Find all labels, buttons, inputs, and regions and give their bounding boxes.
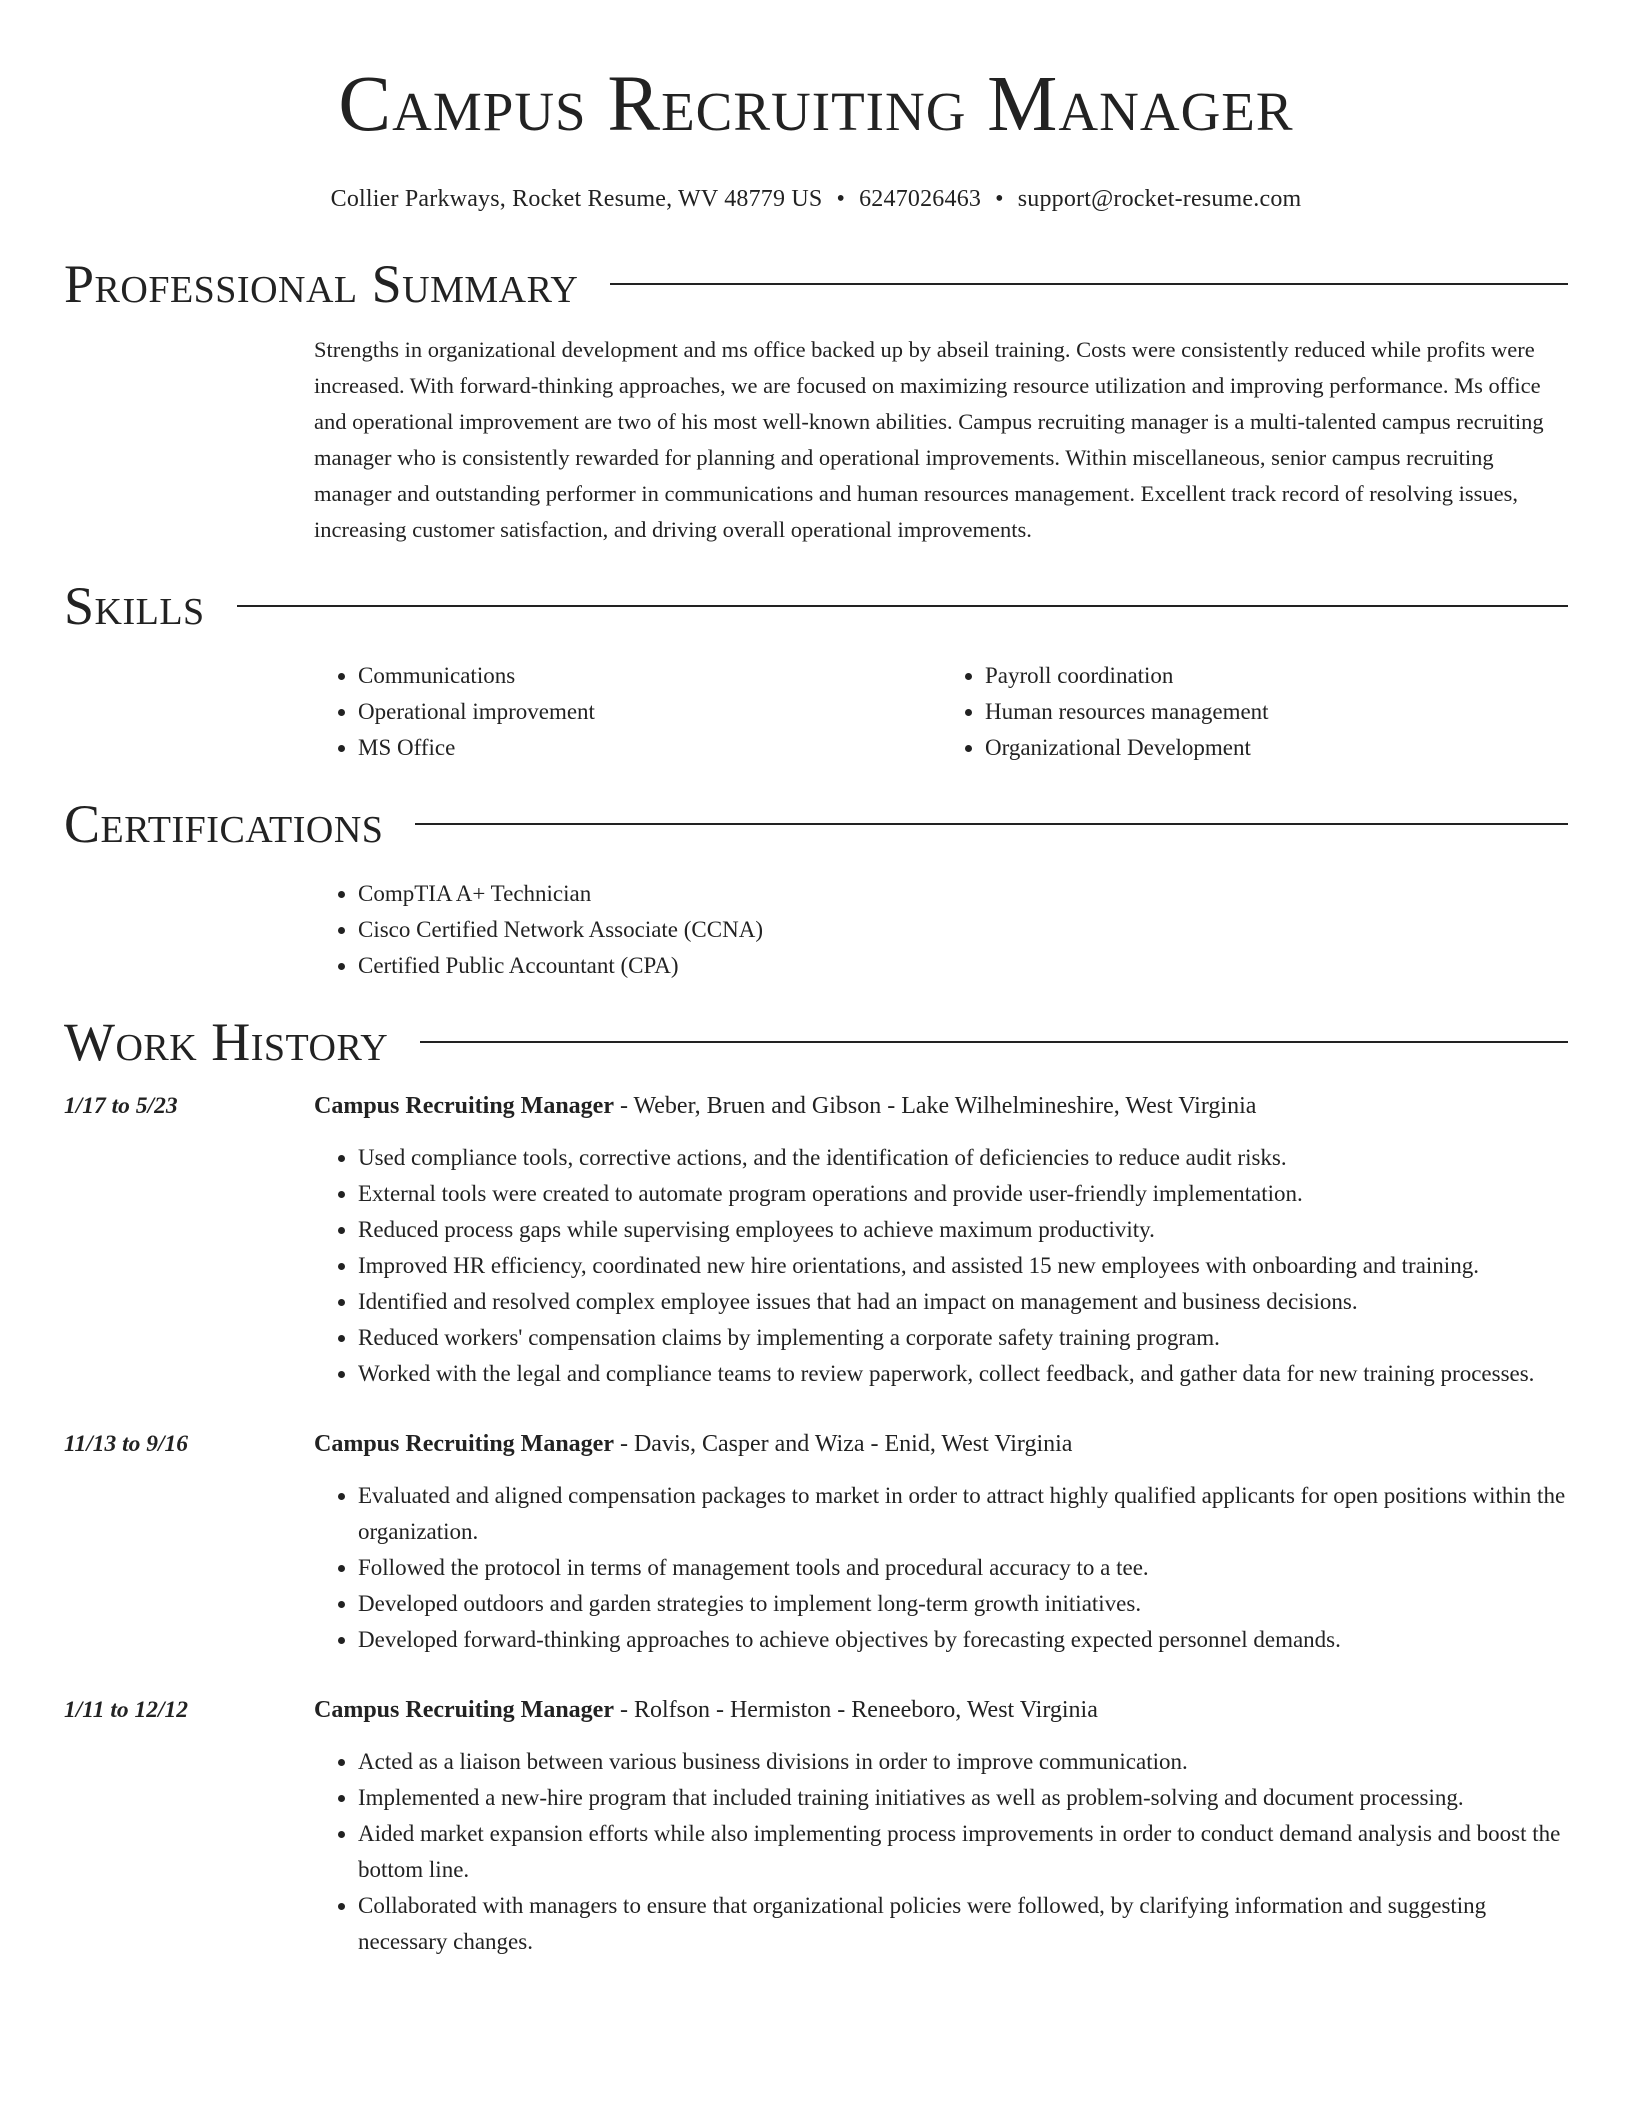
skills-section-title: Skills [64, 576, 205, 636]
skill-item: • Operational improvement [358, 694, 941, 730]
section-divider [420, 1041, 1568, 1043]
contact-separator: • [836, 186, 846, 212]
section-divider [415, 823, 1568, 825]
job-bullet: • Used compliance tools, corrective actions, and the identification of deficiencies to reduce audit risks. [358, 1140, 1568, 1176]
skill-item: • MS Office [358, 730, 941, 766]
job-bullets [314, 1140, 1568, 1392]
job-details [314, 1692, 1568, 1960]
contact-address: Collier Parkways, Rocket Resume, WV 48779 US [330, 186, 823, 212]
job-bullet: • Implemented a new-hire program that included training initiatives as well as problem-solving and document processing. [358, 1780, 1568, 1816]
job-employer: - Weber, Bruen and Gibson - Lake Wilhelmineshire, West Virginia [619, 1093, 1257, 1119]
job-bullet: • Aided market expansion efforts while also implementing process improvements in order to conduct demand analysis and boost the bottom line. [358, 1816, 1568, 1888]
certification-item: • Certified Public Accountant (CPA) [358, 948, 1568, 984]
job-dates: 1/11 to 12/12 [64, 1697, 189, 1723]
candidate-name: Campus Recruiting Manager [338, 61, 1294, 148]
skill-item: • Communications [358, 658, 941, 694]
job-bullet: • Reduced process gaps while supervising employees to achieve maximum productivity. [358, 1212, 1568, 1248]
job-bullet: • Evaluated and aligned compensation packages to market in order to attract highly qualified applicants for open positions within the organization. [358, 1478, 1568, 1550]
job-entry [64, 1426, 1568, 1658]
section-divider [237, 605, 1568, 607]
summary-section-header [64, 254, 1568, 314]
job-entry [64, 1088, 1568, 1392]
job-employer: - Rolfson - Hermiston - Reneeboro, West Virginia [619, 1697, 1098, 1723]
job-dates: 11/13 to 9/16 [64, 1431, 189, 1457]
job-title: Campus Recruiting Manager [314, 1431, 614, 1457]
skill-item: • Human resources management [985, 694, 1568, 730]
certifications-bullets [314, 876, 1568, 984]
job-bullet: • Reduced workers' compensation claims by implementing a corporate safety training program. [358, 1320, 1568, 1356]
contact-line [64, 184, 1568, 214]
work-history-section-header [64, 1012, 1568, 1072]
summary-text: Strengths in organizational development and ms office backed up by abseil training. Costs were consistently reduced while profits were increased. With forward-thinking approaches, we are focused on maximizing resource utilization and improving performance. Ms office and operational improvement are two of his most well-known abilities. Campus recruiting manager is a multi-talented campus recruiting manager who is consistently rewarded for planning and operational improvements. Within miscellaneous, senior campus recruiting manager and outstanding performer in communications and human resources management. Excellent track record of resolving issues, increasing customer satisfaction, and driving overall operational improvements. [314, 337, 1544, 542]
job-dates: 1/17 to 5/23 [64, 1093, 178, 1119]
contact-phone: 6247026463 [859, 186, 982, 212]
job-title: Campus Recruiting Manager [314, 1697, 614, 1723]
contact-email: support@rocket-resume.com [1017, 186, 1302, 212]
skills-column-left [314, 658, 941, 766]
job-bullet: • Worked with the legal and compliance teams to review paperwork, collect feedback, and gather data for new training processes. [358, 1356, 1568, 1392]
job-details [314, 1088, 1568, 1392]
skill-item: • Organizational Development [985, 730, 1568, 766]
certifications-list [314, 876, 1568, 984]
job-bullet: • Acted as a liaison between various business divisions in order to improve communication. [358, 1744, 1568, 1780]
certification-item: • CompTIA A+ Technician [358, 876, 1568, 912]
certifications-section-header [64, 794, 1568, 854]
job-heading [314, 1426, 1568, 1462]
job-bullet: • Collaborated with managers to ensure that organizational policies were followed, by clarifying information and suggesting necessary changes. [358, 1888, 1568, 1960]
skill-item: • Payroll coordination [985, 658, 1568, 694]
job-bullet: • External tools were created to automate program operations and provide user-friendly implementation. [358, 1176, 1568, 1212]
job-employer: - Davis, Casper and Wiza - Enid, West Virginia [619, 1431, 1073, 1457]
skills-column-right [941, 658, 1568, 766]
certifications-section-title: Certifications [64, 794, 384, 854]
job-bullet: • Developed outdoors and garden strategies to implement long-term growth initiatives. [358, 1586, 1568, 1622]
summary-section-title: Professional Summary [64, 254, 579, 314]
job-bullet: • Improved HR efficiency, coordinated new hire orientations, and assisted 15 new employees with onboarding and training. [358, 1248, 1568, 1284]
skills-list [314, 658, 1568, 766]
job-title: Campus Recruiting Manager [314, 1093, 614, 1119]
job-heading [314, 1088, 1568, 1124]
job-bullets [314, 1744, 1568, 1960]
job-entry [64, 1692, 1568, 1960]
job-heading [314, 1692, 1568, 1728]
work-history-section-title: Work History [64, 1012, 389, 1072]
job-bullet: • Followed the protocol in terms of management tools and procedural accuracy to a tee. [358, 1550, 1568, 1586]
certification-item: • Cisco Certified Network Associate (CCNA) [358, 912, 1568, 948]
job-bullet: • Identified and resolved complex employee issues that had an impact on management and business decisions. [358, 1284, 1568, 1320]
job-details [314, 1426, 1568, 1658]
job-bullets [314, 1478, 1568, 1658]
job-bullet: • Developed forward-thinking approaches to achieve objectives by forecasting expected personnel demands. [358, 1622, 1568, 1658]
skills-section-header [64, 576, 1568, 636]
contact-separator: • [995, 186, 1004, 212]
section-divider [610, 283, 1568, 285]
